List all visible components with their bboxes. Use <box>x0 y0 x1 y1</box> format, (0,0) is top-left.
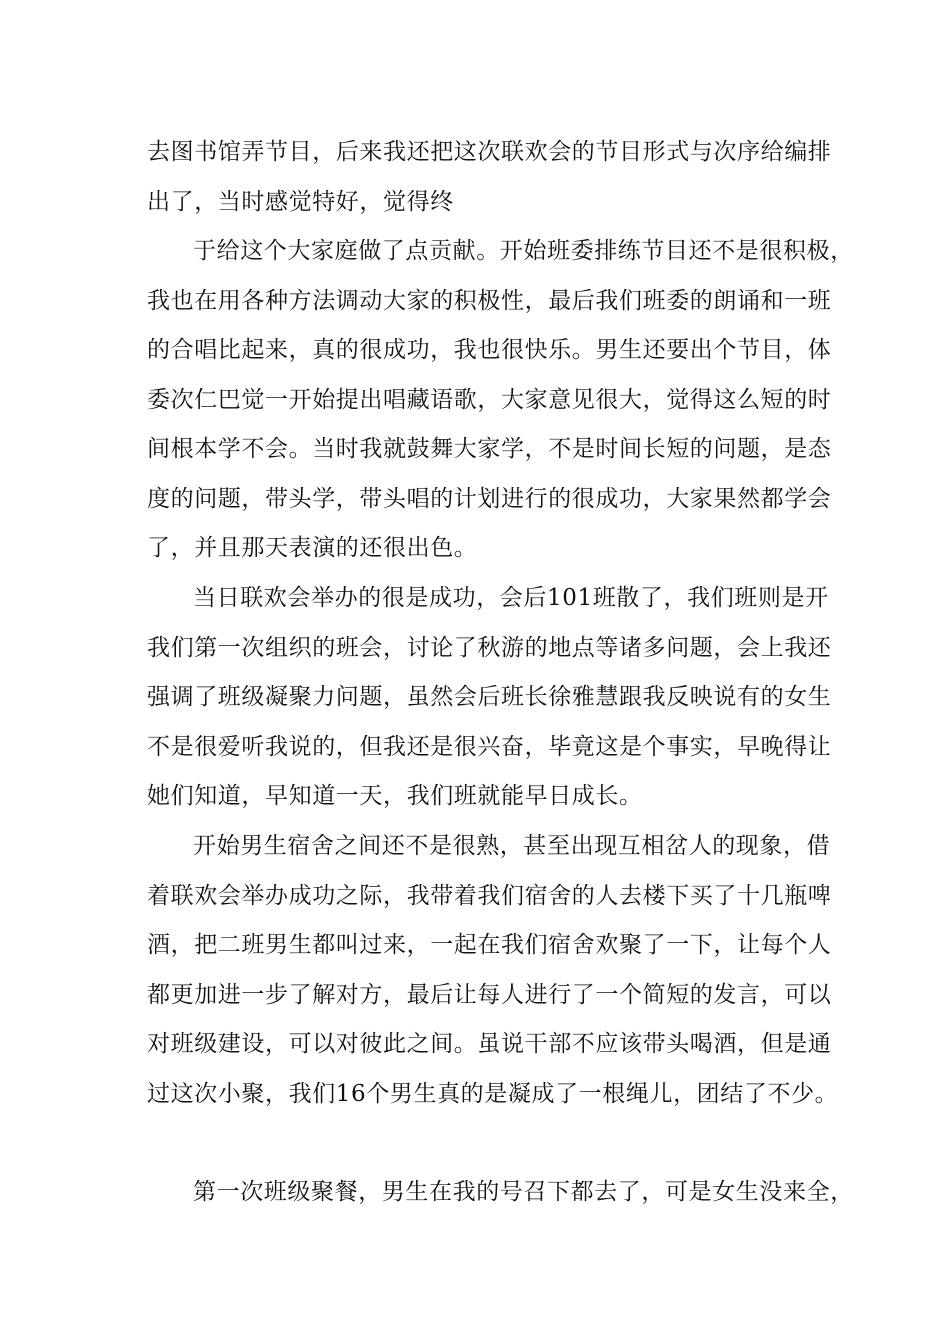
text-line: 过这次小聚，我们16个男生真的是凝成了一根绳儿，团结了不少。 <box>147 1080 839 1107</box>
text-line: 开始男生宿舍之间还不是很熟，甚至出现互相岔人的现象，借 <box>193 833 831 859</box>
text-line: 的合唱比起来，真的很成功，我也很快乐。男生还要出个节目，体 <box>147 337 832 363</box>
paragraph-2 <box>147 227 854 574</box>
text-line: 对班级建设，可以对彼此之间。虽说干部不应该带头喝酒，但是通 <box>147 1031 832 1057</box>
text-line: 酒，把二班男生都叫过来，一起在我们宿舍欢聚了一下，让每个人 <box>147 932 832 958</box>
text-line: 了，并且那天表演的还很出色。 <box>147 535 478 561</box>
paragraph-3 <box>147 574 837 822</box>
text-line: 第一次班级聚餐，男生在我的号召下都去了，可是女生没来全， <box>193 1179 854 1205</box>
text-line: 去图书馆弄节目，后来我还把这次联欢会的节目形式与次序给编排 <box>147 139 832 165</box>
text-line: 她们知道，早知道一天，我们班就能早日成长。 <box>147 783 643 809</box>
text-line: 出了，当时感觉特好，觉得终 <box>147 188 454 215</box>
text-line: 我们第一次组织的班会，讨论了秋游的地点等诸多问题，会上我还 <box>147 634 832 661</box>
text-line: 不是很爱听我说的，但我还是很兴奋，毕竟这是个事实，早晚得让 <box>147 733 832 760</box>
text-line: 都更加进一步了解对方，最后让每人进行了一个简短的发言，可以 <box>147 981 832 1008</box>
text-line: 委次仁巴觉一开始提出唱藏语歌，大家意见很大，觉得这么短的时 <box>147 386 832 413</box>
text-line: 度的问题，带头学，带头唱的计划进行的很成功，大家果然都学会 <box>147 485 832 512</box>
text-line: 于给这个大家庭做了点贡献。开始班委排练节目还不是很积极， <box>193 238 854 264</box>
text-line: 着联欢会举办成功之际，我带着我们宿舍的人去楼下买了十几瓶啤 <box>147 882 832 909</box>
paragraph-4 <box>147 822 837 1119</box>
text-line: 我也在用各种方法调动大家的积极性，最后我们班委的朗诵和一班 <box>147 287 832 314</box>
text-line: 间根本学不会。当时我就鼓舞大家学，不是时间长短的问题，是态 <box>147 436 832 462</box>
paragraph-1 <box>147 128 837 227</box>
paragraph-5 <box>147 1168 854 1218</box>
text-line: 强调了班级凝聚力问题，虽然会后班长徐雅慧跟我反映说有的女生 <box>147 684 832 710</box>
text-line: 当日联欢会举办的很是成功，会后101班散了，我们班则是开 <box>193 585 829 611</box>
